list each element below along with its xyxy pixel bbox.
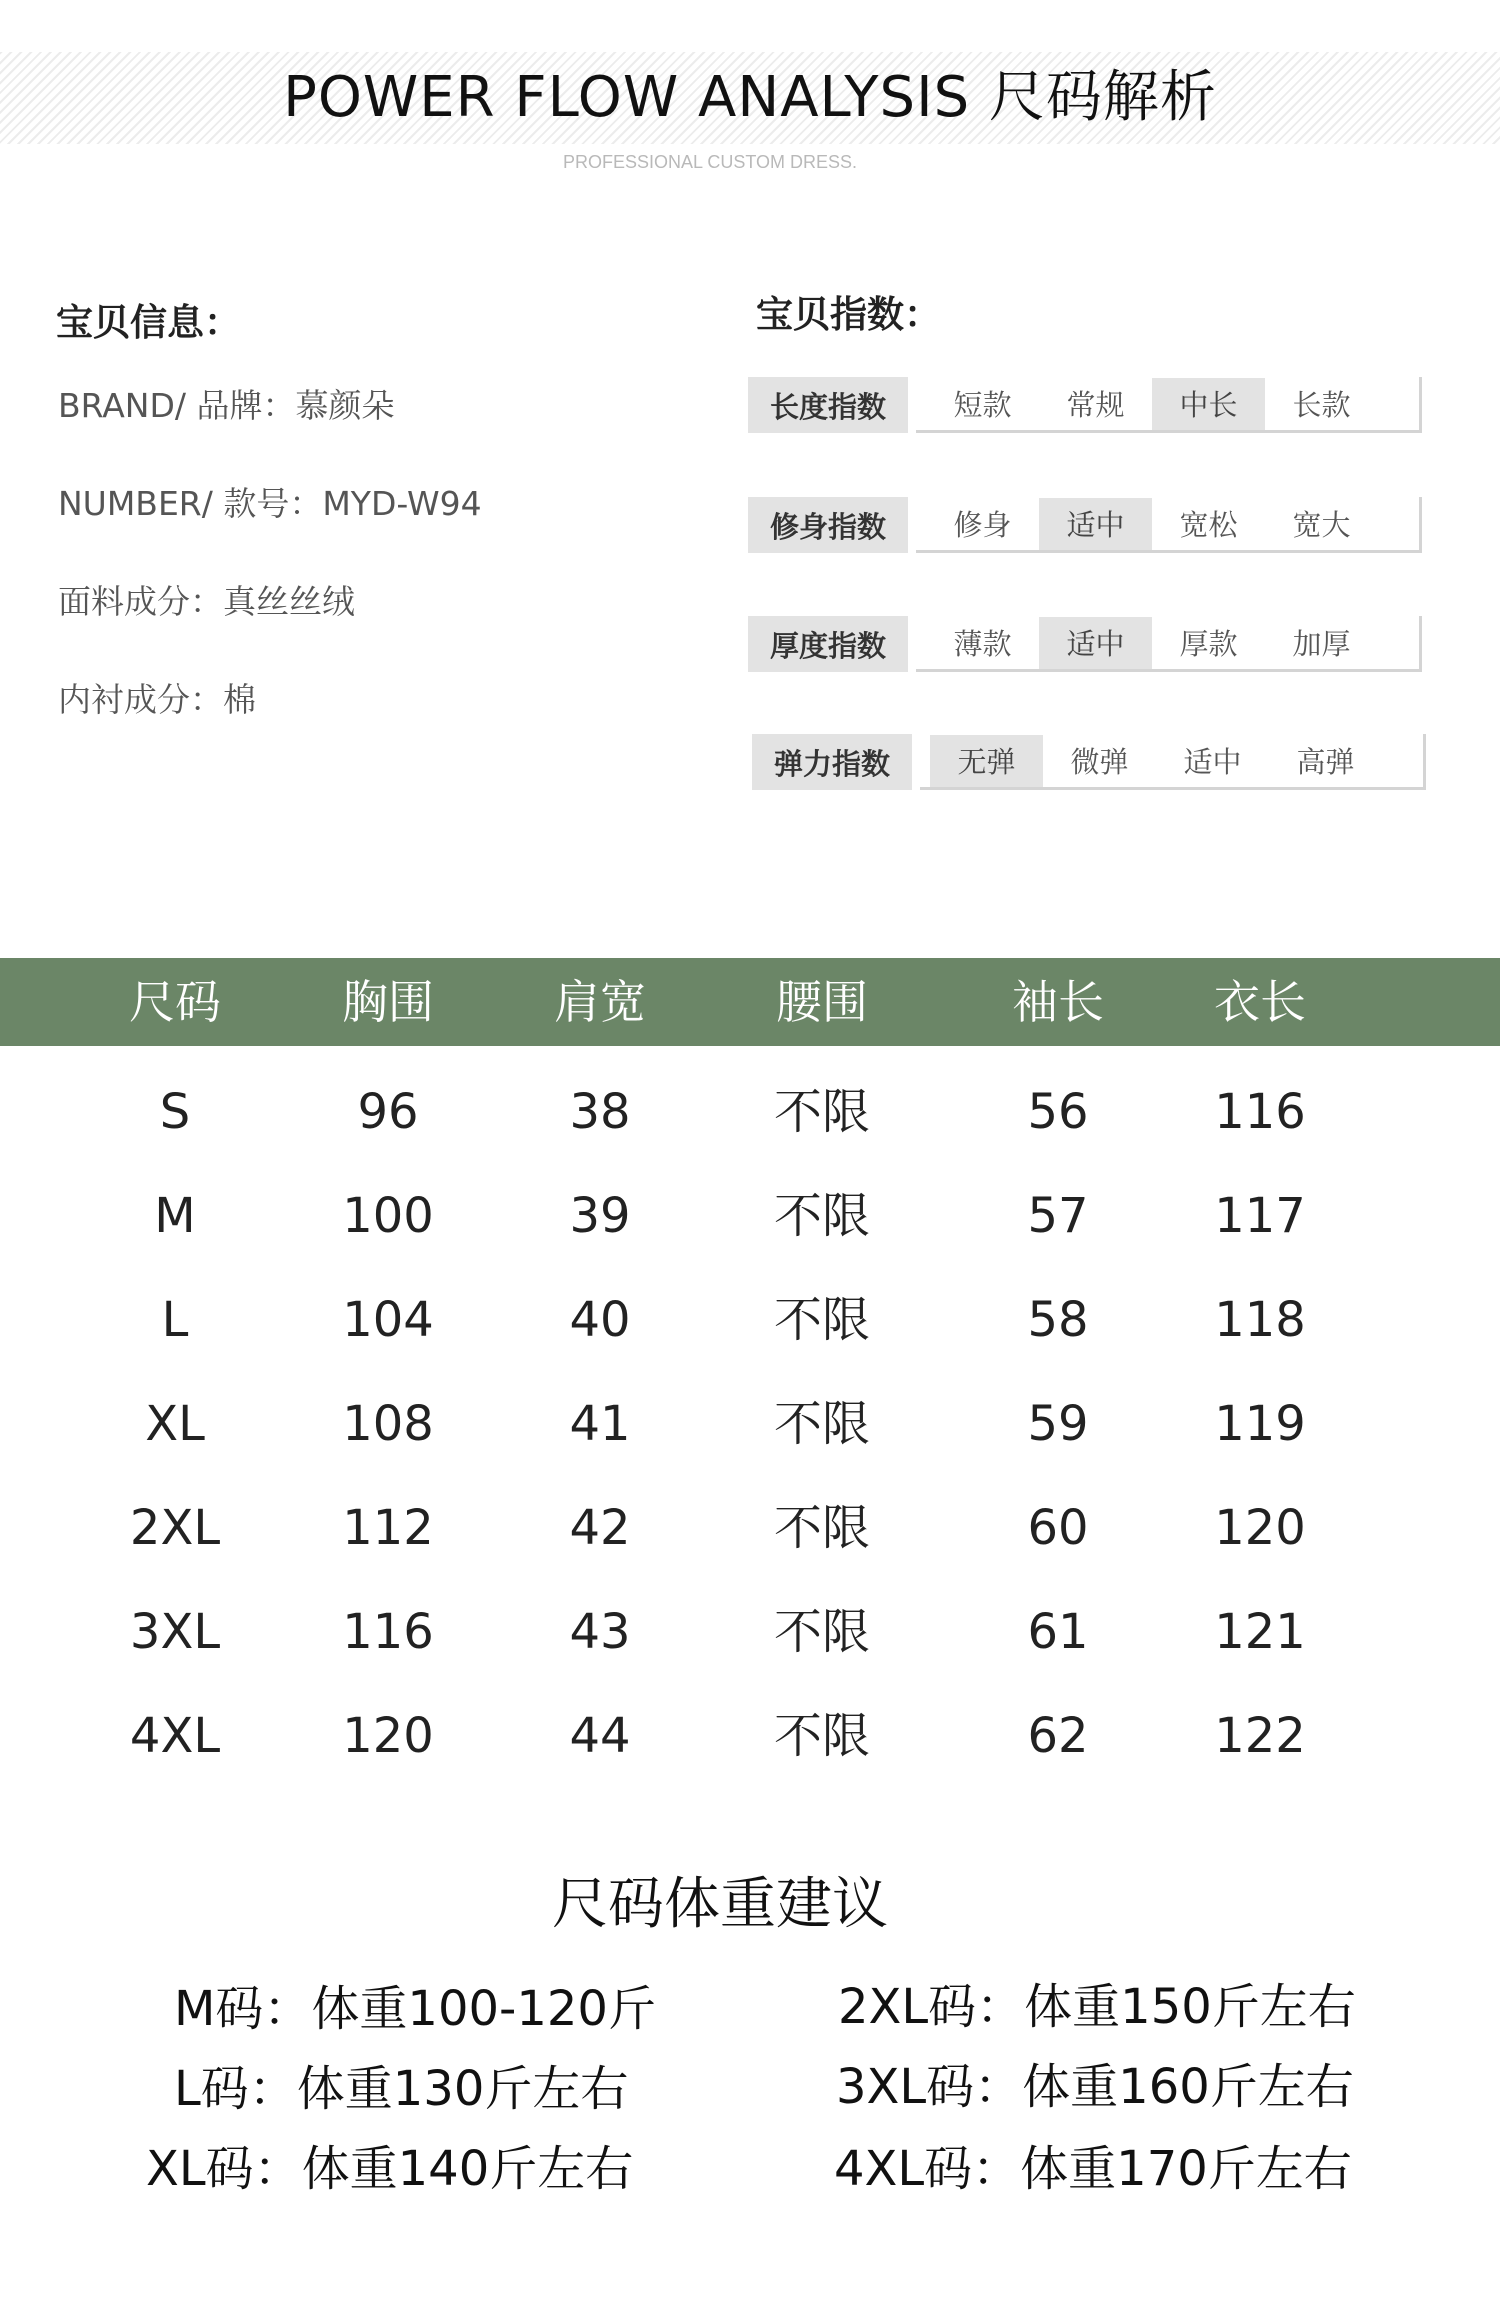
index-option-selected: 中长 (1152, 378, 1265, 430)
column-header-chest: 胸围 (342, 975, 434, 1029)
table-cell: 41 (569, 1396, 631, 1452)
table-cell: 59 (1027, 1396, 1089, 1452)
table-cell: 不限 (773, 1292, 870, 1348)
index-option-selected: 适中 (1039, 617, 1152, 669)
table-cell: 42 (569, 1500, 631, 1556)
column-header-shoulder: 肩宽 (554, 975, 646, 1029)
size-table-header (0, 958, 1500, 1046)
table-cell: S (159, 1084, 191, 1140)
product-info-heading: 宝贝信息： (56, 301, 241, 344)
table-cell: 61 (1027, 1604, 1089, 1660)
weight-item: 4XL码：体重170斤左右 (834, 2141, 1352, 2197)
table-cell: 121 (1214, 1604, 1306, 1660)
table-cell: 4XL (129, 1708, 221, 1764)
index-options (920, 734, 1426, 790)
weight-item: XL码：体重140斤左右 (146, 2141, 634, 2197)
index-option: 宽松 (1179, 508, 1238, 542)
index-label: 修身指数 (748, 497, 908, 553)
product-index-heading: 宝贝指数： (756, 293, 941, 336)
column-header-waist: 腰围 (776, 975, 868, 1029)
index-label: 长度指数 (748, 377, 908, 433)
weight-item: L码：体重130斤左右 (174, 2061, 629, 2117)
weight-item: M码：体重100-120斤 (174, 1981, 656, 2037)
index-option: 厚款 (1179, 627, 1238, 661)
table-cell: 不限 (773, 1500, 870, 1556)
index-option: 修身 (953, 508, 1012, 542)
fabric-line: 面料成分：真丝丝绒 (58, 582, 355, 621)
page-subtitle: PROFESSIONAL CUSTOM DRESS. (562, 152, 858, 172)
table-cell: 43 (569, 1604, 631, 1660)
table-cell: 58 (1027, 1292, 1089, 1348)
page-title: POWER FLOW ANALYSIS 尺码解析 (283, 65, 1217, 130)
table-cell: 不限 (773, 1604, 870, 1660)
weight-suggestion-title: 尺码体重建议 (552, 1872, 888, 1937)
table-cell: 104 (342, 1292, 434, 1348)
index-option-selected: 适中 (1039, 498, 1152, 550)
index-label: 厚度指数 (748, 616, 908, 672)
table-cell: 39 (569, 1188, 631, 1244)
index-option: 短款 (953, 388, 1012, 422)
index-option: 长款 (1292, 388, 1351, 422)
table-cell: 116 (1214, 1084, 1306, 1140)
index-options (916, 497, 1422, 553)
table-cell: 118 (1214, 1292, 1306, 1348)
table-cell: L (161, 1292, 189, 1348)
number-line: NUMBER/ 款号：MYD-W94 (58, 484, 482, 523)
table-cell: 120 (342, 1708, 434, 1764)
index-option: 微弹 (1070, 745, 1129, 779)
table-cell: 116 (342, 1604, 434, 1660)
index-label: 弹力指数 (752, 734, 912, 790)
table-cell: 56 (1027, 1084, 1089, 1140)
weight-item: 2XL码：体重150斤左右 (838, 1979, 1356, 2035)
table-cell: 不限 (773, 1396, 870, 1452)
index-option: 加厚 (1292, 627, 1351, 661)
table-cell: 44 (569, 1708, 631, 1764)
brand-line: BRAND/ 品牌：慕颜朵 (58, 386, 395, 425)
index-option: 高弹 (1296, 745, 1355, 779)
table-cell: 57 (1027, 1188, 1089, 1244)
index-option: 常规 (1066, 388, 1125, 422)
table-cell: 3XL (129, 1604, 221, 1660)
table-cell: 122 (1214, 1708, 1306, 1764)
index-options (916, 616, 1422, 672)
table-cell: 100 (342, 1188, 434, 1244)
table-cell: 120 (1214, 1500, 1306, 1556)
weight-item: 3XL码：体重160斤左右 (836, 2059, 1354, 2115)
table-cell: M (154, 1188, 196, 1244)
table-cell: 119 (1214, 1396, 1306, 1452)
column-header-size: 尺码 (129, 975, 221, 1029)
table-cell: 117 (1214, 1188, 1306, 1244)
index-option: 薄款 (953, 627, 1012, 661)
table-cell: 不限 (773, 1084, 870, 1140)
index-options (916, 377, 1422, 433)
table-cell: 不限 (773, 1708, 870, 1764)
column-header-length: 衣长 (1214, 975, 1306, 1029)
index-option: 宽大 (1292, 508, 1351, 542)
table-cell: 108 (342, 1396, 434, 1452)
table-cell: 38 (569, 1084, 631, 1140)
index-option-selected: 无弹 (930, 735, 1043, 787)
table-cell: XL (145, 1396, 205, 1452)
column-header-sleeve: 袖长 (1012, 975, 1104, 1029)
table-cell: 96 (357, 1084, 419, 1140)
table-cell: 62 (1027, 1708, 1089, 1764)
table-cell: 60 (1027, 1500, 1089, 1556)
table-cell: 112 (342, 1500, 434, 1556)
table-cell: 2XL (129, 1500, 221, 1556)
lining-line: 内衬成分：棉 (58, 680, 256, 719)
index-option: 适中 (1183, 745, 1242, 779)
table-cell: 不限 (773, 1188, 870, 1244)
table-cell: 40 (569, 1292, 631, 1348)
